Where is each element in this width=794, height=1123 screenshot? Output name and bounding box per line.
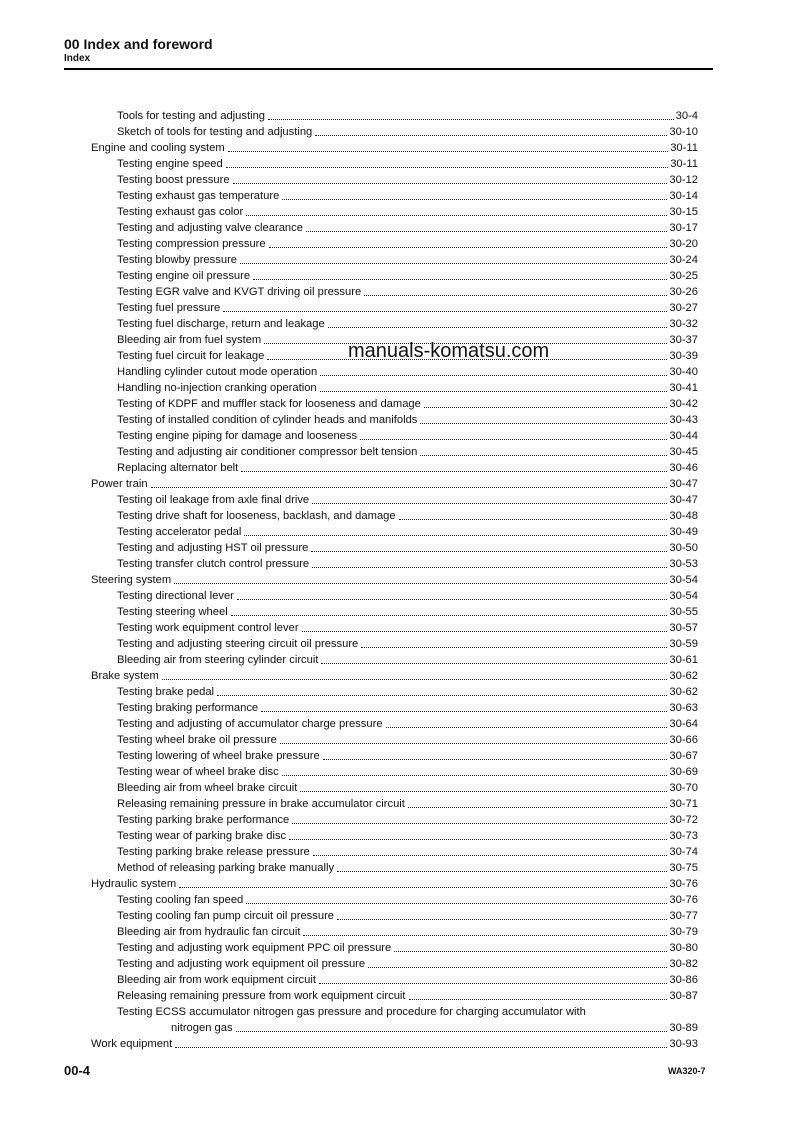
toc-entry-title: Replacing alternator belt xyxy=(117,462,239,474)
toc-entry-title: Testing wear of parking brake disc xyxy=(117,830,287,842)
toc-entry-page: 30-89 xyxy=(669,1022,698,1034)
dot-leader xyxy=(361,646,667,648)
toc-entry-page: 30-70 xyxy=(669,782,698,794)
dot-leader xyxy=(151,486,668,488)
toc-entry[interactable] xyxy=(91,188,698,204)
header-rule xyxy=(64,68,713,70)
toc-entry-page: 30-11 xyxy=(670,142,698,154)
toc-entry-page: 30-4 xyxy=(675,110,698,122)
toc-entry[interactable] xyxy=(91,636,698,652)
toc-entry-title: Testing accelerator pedal xyxy=(117,526,242,538)
dot-leader xyxy=(223,310,667,312)
toc-entry[interactable] xyxy=(91,492,698,508)
toc-entry-page: 30-46 xyxy=(669,462,698,474)
dot-leader xyxy=(399,518,668,520)
toc-entry-page: 30-37 xyxy=(669,334,698,346)
toc-entry[interactable] xyxy=(91,508,698,524)
toc-entry[interactable] xyxy=(91,268,698,284)
toc-entry[interactable] xyxy=(91,252,698,268)
dot-leader xyxy=(321,662,667,664)
toc-entry[interactable] xyxy=(91,428,698,444)
dot-leader xyxy=(323,758,668,760)
toc-entry-page: 30-62 xyxy=(669,686,698,698)
toc-entry-title: Testing cooling fan speed xyxy=(117,894,244,906)
toc-entry-title: Testing exhaust gas temperature xyxy=(117,190,280,202)
toc-entry-title: Testing wear of wheel brake disc xyxy=(117,766,279,778)
toc-entry-page: 30-43 xyxy=(669,414,698,426)
toc-entry-page: 30-77 xyxy=(669,910,698,922)
toc-entry-title: Handling no-injection cranking operation xyxy=(117,382,317,394)
toc-entry-page: 30-72 xyxy=(669,814,698,826)
toc-entry[interactable] xyxy=(91,892,698,908)
toc-entry[interactable] xyxy=(91,412,698,428)
toc-entry[interactable] xyxy=(91,124,698,140)
toc-entry-page: 30-53 xyxy=(669,558,698,570)
dot-leader xyxy=(240,262,667,264)
toc-entry-title: Method of releasing parking brake manually xyxy=(117,862,335,874)
toc-entry-title: Testing and adjusting of accumulator charge pressure xyxy=(117,718,383,730)
dot-leader xyxy=(337,918,667,920)
toc-entry-title: Releasing remaining pressure in brake accumulator circuit xyxy=(117,798,405,810)
toc-entry[interactable] xyxy=(91,764,698,780)
dot-leader xyxy=(408,806,667,808)
dot-leader xyxy=(217,694,667,696)
toc-entry-page: 30-47 xyxy=(669,478,698,490)
toc-entry-title: Testing oil leakage from axle final drive xyxy=(117,494,310,506)
toc-entry-page: 30-14 xyxy=(669,190,698,202)
toc-entry[interactable] xyxy=(91,284,698,300)
toc-entry[interactable] xyxy=(91,700,698,716)
toc-entry-title: Testing transfer clutch control pressure xyxy=(117,558,310,570)
section-subtitle: Index xyxy=(64,53,91,64)
toc-section-entry[interactable] xyxy=(91,876,698,892)
toc-entry-page: 30-44 xyxy=(669,430,698,442)
toc-entry-page: 30-54 xyxy=(669,574,698,586)
toc-entry-title: Testing directional lever xyxy=(117,590,234,602)
toc-entry-title: Bleeding air from steering cylinder circuit xyxy=(117,654,319,666)
dot-leader xyxy=(313,854,668,856)
toc-entry[interactable] xyxy=(91,540,698,556)
toc-entry-title: Bleeding air from fuel system xyxy=(117,334,262,346)
toc-entry[interactable] xyxy=(91,300,698,316)
toc-entry[interactable] xyxy=(91,652,698,668)
toc-entry-page: 30-45 xyxy=(669,446,698,458)
toc-entry-title: Testing and adjusting air conditioner compressor belt tension xyxy=(117,446,418,458)
toc-entry-title: Testing and adjusting work equipment PPC oil pressure xyxy=(117,942,392,954)
dot-leader xyxy=(320,374,667,376)
toc-entry[interactable] xyxy=(91,156,698,172)
dot-leader xyxy=(312,502,667,504)
toc-entry-page: 30-20 xyxy=(669,238,698,250)
toc-entry[interactable] xyxy=(91,204,698,220)
toc-entry-title: Tools for testing and adjusting xyxy=(117,110,266,122)
dot-leader xyxy=(306,230,667,232)
toc-entry-title: Testing fuel discharge, return and leakage xyxy=(117,318,325,330)
toc-entry[interactable] xyxy=(91,364,698,380)
dot-leader xyxy=(292,822,667,824)
dot-leader xyxy=(337,870,667,872)
model-code: WA320-7 xyxy=(668,1066,706,1076)
dot-leader xyxy=(236,1030,668,1032)
toc-entry-title: Testing ECSS accumulator nitrogen gas pressure and procedure for charging accumulator with xyxy=(117,1006,586,1018)
dot-leader xyxy=(280,742,668,744)
toc-entry-title: Testing and adjusting steering circuit oil pressure xyxy=(117,638,359,650)
toc-entry-page: 30-55 xyxy=(669,606,698,618)
toc-entry-title: Testing exhaust gas color xyxy=(117,206,244,218)
toc-entry[interactable] xyxy=(91,988,698,1004)
toc-entry-title: Testing parking brake release pressure xyxy=(117,846,310,858)
toc-entry[interactable] xyxy=(91,844,698,860)
toc-entry[interactable] xyxy=(91,1020,698,1036)
dot-leader xyxy=(228,150,668,152)
toc-entry-page: 30-69 xyxy=(669,766,698,778)
toc-entry[interactable] xyxy=(91,940,698,956)
toc-entry-title: Testing braking performance xyxy=(117,702,259,714)
toc-section-entry[interactable] xyxy=(91,476,698,492)
toc-entry-title: Testing engine oil pressure xyxy=(117,270,251,282)
toc-entry[interactable] xyxy=(91,108,698,124)
toc-entry[interactable] xyxy=(91,380,698,396)
toc-entry-title: Brake system xyxy=(91,670,159,682)
toc-entry[interactable] xyxy=(91,396,698,412)
toc-entry[interactable] xyxy=(91,588,698,604)
toc-entry-title: nitrogen gas xyxy=(171,1022,233,1034)
toc-entry-title: Testing fuel circuit for leakage xyxy=(117,350,265,362)
toc-section-entry[interactable] xyxy=(91,1036,698,1052)
toc-entry-title: Steering system xyxy=(91,574,172,586)
toc-entry-title: Testing drive shaft for looseness, backlash, and damage xyxy=(117,510,396,522)
toc-entry-page: 30-76 xyxy=(669,878,698,890)
toc-entry-title: Testing boost pressure xyxy=(117,174,230,186)
dot-leader xyxy=(302,630,668,632)
toc-entry-title: Testing and adjusting work equipment oil pressure xyxy=(117,958,366,970)
toc-entry-page: 30-40 xyxy=(669,366,698,378)
toc-entry-page: 30-86 xyxy=(669,974,698,986)
toc-entry[interactable] xyxy=(91,556,698,572)
dot-leader xyxy=(312,566,667,568)
dot-leader xyxy=(269,246,668,248)
toc-section-entry[interactable] xyxy=(91,668,698,684)
toc-entry-page: 30-74 xyxy=(669,846,698,858)
toc-entry-title: Testing lowering of wheel brake pressure xyxy=(117,750,320,762)
toc-entry[interactable] xyxy=(91,444,698,460)
toc-entry[interactable] xyxy=(91,828,698,844)
dot-leader xyxy=(394,950,667,952)
dot-leader xyxy=(360,438,667,440)
toc-entry-page: 30-82 xyxy=(669,958,698,970)
toc-entry-title: Testing engine piping for damage and looseness xyxy=(117,430,358,442)
toc-entry-page: 30-47 xyxy=(669,494,698,506)
dot-leader xyxy=(231,614,668,616)
dot-leader xyxy=(315,134,667,136)
dot-leader xyxy=(233,182,668,184)
toc-entry-title: Handling cylinder cutout mode operation xyxy=(117,366,318,378)
toc-entry[interactable] xyxy=(91,316,698,332)
toc-entry-title: Testing wheel brake oil pressure xyxy=(117,734,277,746)
dot-leader xyxy=(368,966,667,968)
toc-entry-title: Engine and cooling system xyxy=(91,142,225,154)
toc-section-entry[interactable] xyxy=(91,572,698,588)
toc-entry-page: 30-76 xyxy=(669,894,698,906)
toc-entry-page: 30-54 xyxy=(669,590,698,602)
dot-leader xyxy=(244,534,667,536)
toc-entry-title: Sketch of tools for testing and adjusting xyxy=(117,126,313,138)
dot-leader xyxy=(386,726,668,728)
dot-leader xyxy=(246,902,667,904)
toc-entry-page: 30-59 xyxy=(669,638,698,650)
dot-leader xyxy=(328,326,668,328)
toc-entry-page: 30-75 xyxy=(669,862,698,874)
toc-entry-title: Work equipment xyxy=(91,1038,173,1050)
toc-entry-title: Releasing remaining pressure from work equipment circuit xyxy=(117,990,406,1002)
toc-entry-page: 30-93 xyxy=(669,1038,698,1050)
table-of-contents xyxy=(91,108,698,1052)
dot-leader xyxy=(268,118,674,120)
toc-entry[interactable] xyxy=(91,780,698,796)
toc-entry-page: 30-48 xyxy=(669,510,698,522)
dot-leader xyxy=(311,550,667,552)
toc-entry-page: 30-71 xyxy=(669,798,698,810)
toc-entry[interactable] xyxy=(91,860,698,876)
toc-entry-title: Testing engine speed xyxy=(117,158,223,170)
toc-entry-page: 30-10 xyxy=(669,126,698,138)
toc-entry-page: 30-15 xyxy=(669,206,698,218)
toc-entry-page: 30-64 xyxy=(669,718,698,730)
toc-entry-title: Testing steering wheel xyxy=(117,606,228,618)
toc-entry-page: 30-80 xyxy=(669,942,698,954)
dot-leader xyxy=(420,454,667,456)
toc-entry-title: Testing blowby pressure xyxy=(117,254,238,266)
toc-entry-title: Testing parking brake performance xyxy=(117,814,290,826)
toc-entry-title: Testing cooling fan pump circuit oil pressure xyxy=(117,910,335,922)
dot-leader xyxy=(237,598,667,600)
page-header xyxy=(64,36,713,65)
toc-entry-page: 30-87 xyxy=(669,990,698,1002)
toc-entry-page: 30-11 xyxy=(670,158,698,170)
toc-entry[interactable] xyxy=(91,812,698,828)
toc-entry[interactable] xyxy=(91,684,698,700)
dot-leader xyxy=(424,406,667,408)
toc-entry-title: Bleeding air from work equipment circuit xyxy=(117,974,316,986)
toc-entry[interactable] xyxy=(91,460,698,476)
toc-entry-title: Testing compression pressure xyxy=(117,238,266,250)
toc-entry[interactable] xyxy=(91,908,698,924)
dot-leader xyxy=(179,886,667,888)
dot-leader xyxy=(162,678,668,680)
toc-entry-title: Power train xyxy=(91,478,148,490)
toc-entry[interactable] xyxy=(91,604,698,620)
toc-entry-page: 30-62 xyxy=(669,670,698,682)
toc-entry-page: 30-17 xyxy=(669,222,698,234)
toc-entry-title: Testing brake pedal xyxy=(117,686,215,698)
toc-entry-page: 30-66 xyxy=(669,734,698,746)
dot-leader xyxy=(319,982,667,984)
toc-entry-page: 30-26 xyxy=(669,286,698,298)
dot-leader xyxy=(420,422,667,424)
dot-leader xyxy=(303,934,667,936)
toc-entry-page: 30-41 xyxy=(669,382,698,394)
toc-entry[interactable] xyxy=(91,796,698,812)
dot-leader xyxy=(246,214,667,216)
toc-entry-title: Testing EGR valve and KVGT driving oil pressure xyxy=(117,286,362,298)
toc-entry[interactable] xyxy=(91,732,698,748)
toc-entry-page: 30-50 xyxy=(669,542,698,554)
toc-entry-title: Testing work equipment control lever xyxy=(117,622,299,634)
toc-entry[interactable] xyxy=(91,220,698,236)
toc-entry[interactable] xyxy=(91,620,698,636)
toc-entry[interactable] xyxy=(91,924,698,940)
page-number: 00-4 xyxy=(64,1063,91,1078)
toc-entry-page: 30-73 xyxy=(669,830,698,842)
watermark: manuals-komatsu.com xyxy=(348,340,550,362)
toc-entry-page: 30-24 xyxy=(669,254,698,266)
toc-entry-page: 30-79 xyxy=(669,926,698,938)
toc-entry-page: 30-57 xyxy=(669,622,698,634)
dot-leader xyxy=(282,774,668,776)
dot-leader xyxy=(409,998,668,1000)
dot-leader xyxy=(364,294,667,296)
toc-entry-title: Bleeding air from wheel brake circuit xyxy=(117,782,298,794)
dot-leader xyxy=(261,710,667,712)
dot-leader xyxy=(226,166,668,168)
toc-entry-title: Testing of KDPF and muffler stack for looseness and damage xyxy=(117,398,421,410)
toc-entry-page: 30-25 xyxy=(669,270,698,282)
toc-entry-page: 30-12 xyxy=(669,174,698,186)
toc-entry-title: Testing fuel pressure xyxy=(117,302,221,314)
toc-entry[interactable] xyxy=(91,172,698,188)
toc-entry-title: Testing and adjusting valve clearance xyxy=(117,222,303,234)
toc-entry-page: 30-39 xyxy=(669,350,698,362)
dot-leader xyxy=(253,278,667,280)
toc-entry-title: Bleeding air from hydraulic fan circuit xyxy=(117,926,301,938)
toc-entry-page: 30-61 xyxy=(669,654,698,666)
dot-leader xyxy=(282,198,667,200)
toc-entry[interactable] xyxy=(91,1004,698,1020)
dot-leader xyxy=(175,1046,667,1048)
toc-entry[interactable] xyxy=(91,524,698,540)
dot-leader xyxy=(320,390,668,392)
toc-entry[interactable] xyxy=(91,236,698,252)
toc-entry-title: Testing of installed condition of cylinder heads and manifolds xyxy=(117,414,418,426)
toc-entry-page: 30-67 xyxy=(669,750,698,762)
toc-entry-title: Hydraulic system xyxy=(91,878,177,890)
toc-entry[interactable] xyxy=(91,716,698,732)
toc-entry-page: 30-49 xyxy=(669,526,698,538)
section-title: 00 Index and foreword xyxy=(64,36,213,52)
dot-leader xyxy=(174,582,667,584)
toc-entry[interactable] xyxy=(91,748,698,764)
dot-leader xyxy=(289,838,667,840)
toc-entry-page: 30-42 xyxy=(669,398,698,410)
toc-entry-page: 30-63 xyxy=(669,702,698,714)
toc-entry-page: 30-27 xyxy=(669,302,698,314)
toc-entry-page: 30-32 xyxy=(669,318,698,330)
toc-section-entry[interactable] xyxy=(91,140,698,156)
toc-entry[interactable] xyxy=(91,956,698,972)
toc-entry[interactable] xyxy=(91,972,698,988)
dot-leader xyxy=(241,470,667,472)
dot-leader xyxy=(300,790,667,792)
toc-entry-title: Testing and adjusting HST oil pressure xyxy=(117,542,309,554)
